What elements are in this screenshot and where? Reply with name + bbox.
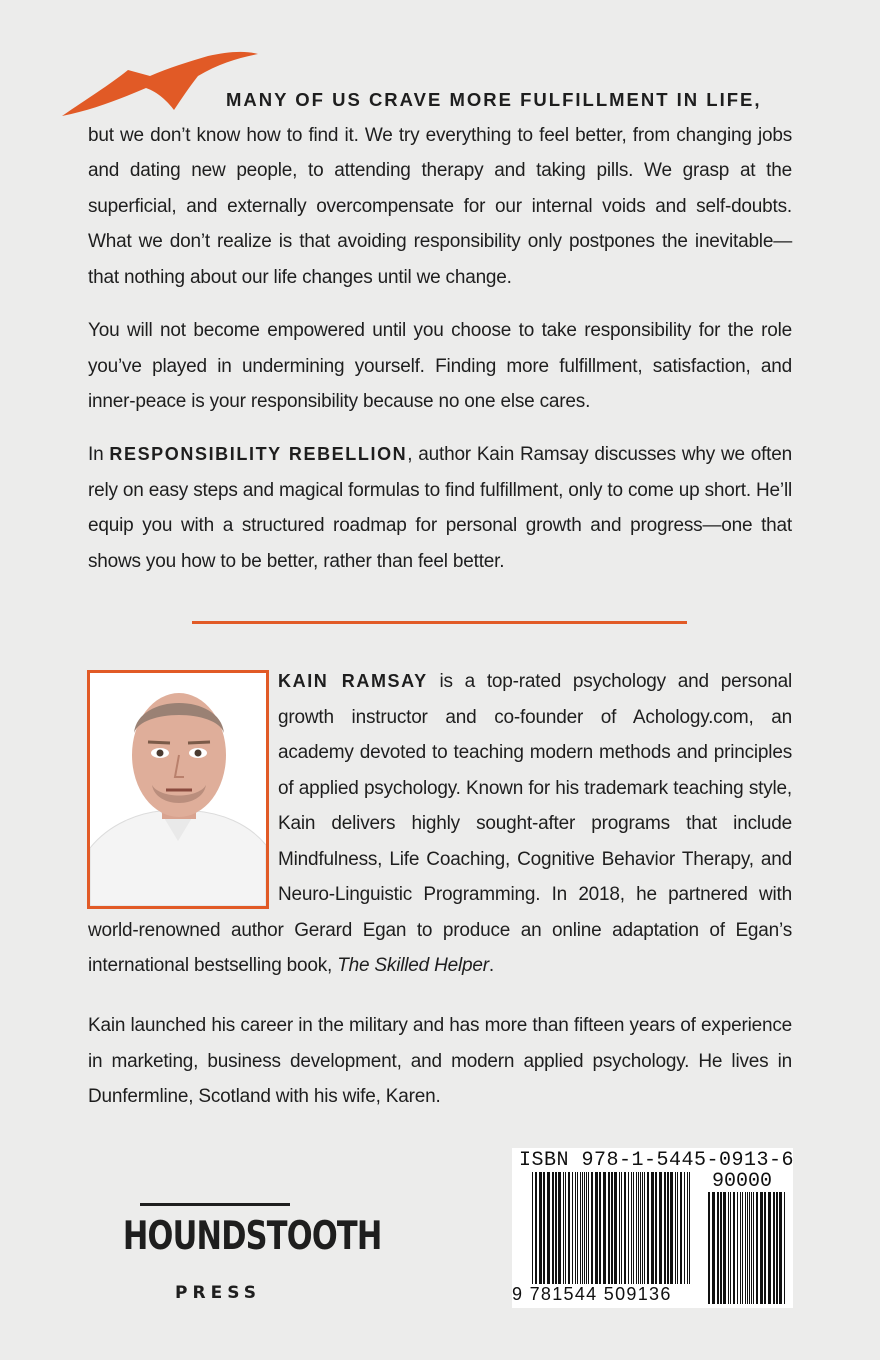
bio-book-title: The Skilled Helper [337,955,489,976]
barcode-bar [591,1172,593,1284]
addon-bar [742,1192,743,1304]
barcode-bar [588,1172,589,1284]
section-divider [192,621,687,624]
barcode-bar [680,1172,682,1284]
addon-bar [733,1192,735,1304]
addon-bar [712,1192,715,1304]
addon-bar [753,1192,754,1304]
addon-bar [773,1192,775,1304]
barcode-bar [565,1172,566,1284]
barcode-bar [535,1172,537,1284]
barcode-bar [547,1172,550,1284]
barcode-bar [628,1172,629,1284]
addon-bar [728,1192,729,1304]
addon-bar [723,1192,726,1304]
barcode-bar [631,1172,632,1284]
barcode-bar [647,1172,649,1284]
barcode-bar [633,1172,634,1284]
addon-bar [768,1192,771,1304]
intro-lead: MANY OF US CRAVE MORE FULFILLMENT IN LIFE, [226,89,762,110]
barcode-bar [675,1172,676,1284]
barcode-bar [532,1172,533,1284]
barcode-bar [644,1172,645,1284]
addon-bar [708,1192,710,1304]
addon-bar [745,1192,746,1304]
author-photo [87,670,269,909]
summary-suffix: , author Kain Ramsay discusses why we often rely on easy steps and magical formulas to find fulfillment, only to come up short. He’ll equip you with a structured roadmap for personal growth and progress—one that shows you how to be better, rather than feel better. [88,444,792,572]
barcode-bar [552,1172,554,1284]
barcode-bar [667,1172,669,1284]
empowerment-paragraph: You will not become empowered until you choose to take responsibility for the role you’ve played in undermining yourself. Finding more fulfillment, satisfaction, and inner-peace is your responsibility because no one else cares. [88,320,792,412]
publisher-logo [96,1200,382,1310]
barcode-bar [584,1172,585,1284]
barcode-bar [603,1172,606,1284]
barcode-bar [572,1172,573,1284]
publisher-rule [140,1203,290,1206]
barcode-bar [664,1172,666,1284]
bio-text: is a top-rated psychology and personal growth instructor and co-founder of Achology.com, an academy devoted to teaching modern methods and principles of applied psychology. Known for his trademark teaching style, Kain delivers highly sought-after programs that include Mindfulness, Life Coaching, Cognitive Behavior Therapy, and Neuro-Linguistic Programming. In 2018, he partnered with world-renowned author Gerard Egan to produce an online adaptation of Egan’s international bestselling book, [88,671,792,976]
barcode-bar [586,1172,587,1284]
barcode-bar [595,1172,598,1284]
barcode-bar [670,1172,673,1284]
barcode-bar [636,1172,637,1284]
barcode-bar [539,1172,542,1284]
barcode-bar [543,1172,545,1284]
addon-bar [764,1192,766,1304]
barcode-bar [614,1172,617,1284]
barcode-bar [651,1172,654,1284]
addon-bar [740,1192,741,1304]
addon-bar [717,1192,719,1304]
barcode-bar [684,1172,685,1284]
book-summary-paragraph [88,437,792,579]
barcode-bar [655,1172,657,1284]
addon-bar [756,1192,758,1304]
barcode-bar [638,1172,639,1284]
barcode-bar [640,1172,641,1284]
barcode-bar [580,1172,581,1284]
barcode-bar [568,1172,570,1284]
barcode-bar [611,1172,613,1284]
intro-body: but we don’t know how to find it. We try everything to feel better, from changing jobs and dating new people, to attending therapy and taking pills. We grasp at the superficial, and externally overcompensate for our internal voids and self-doubts. What we don’t realize is that avoiding responsibility only postpones the inevitable—that nothing about our life changes until we change. [88,124,792,288]
barcode-bar [677,1172,678,1284]
publisher-sub: PRESS [175,1283,261,1303]
addon-bar [776,1192,778,1304]
bio-end: . [488,955,494,976]
ean-digits: 9 781544 509136 [512,1284,672,1304]
addon-bar [784,1192,785,1304]
barcode-bar [624,1172,626,1284]
barcode-bar [575,1172,576,1284]
barcode-bar [642,1172,643,1284]
barcode-bar [689,1172,690,1284]
addon-bar [730,1192,731,1304]
summary-prefix: In [88,444,110,465]
barcode-bar [659,1172,662,1284]
addon-bar [737,1192,738,1304]
barcode-bar [563,1172,564,1284]
barcode-bar [608,1172,610,1284]
barcode-bar [577,1172,578,1284]
barcode-bar [599,1172,601,1284]
addon-bar [779,1192,782,1304]
isbn-label: ISBN 978-1-5445-0913-6 [519,1149,795,1172]
book-title: RESPONSIBILITY REBELLION [109,444,408,464]
barcode-bar [621,1172,622,1284]
barcode-bar [558,1172,561,1284]
isbn-barcode [512,1148,793,1308]
addon-bar [751,1192,752,1304]
author-portrait-image [90,673,266,906]
addon-bar [747,1192,748,1304]
author-name: KAIN RAMSAY [278,671,428,691]
barcode-bar [687,1172,688,1284]
addon-bar [760,1192,763,1304]
addon-bar [749,1192,750,1304]
publisher-name: HOUNDSTOOTH [122,1214,382,1259]
barcode-bar [555,1172,557,1284]
price-code: 90000 [712,1170,773,1193]
barcode-bar [582,1172,583,1284]
career-paragraph: Kain launched his career in the military and has more than fifteen years of experience in marketing, business development, and modern applied psychology. He lives in Dunfermline, Scotland with his wife, Karen. [88,1015,792,1107]
intro-paragraph [88,82,792,295]
addon-bar [720,1192,722,1304]
barcode-bar [619,1172,620,1284]
